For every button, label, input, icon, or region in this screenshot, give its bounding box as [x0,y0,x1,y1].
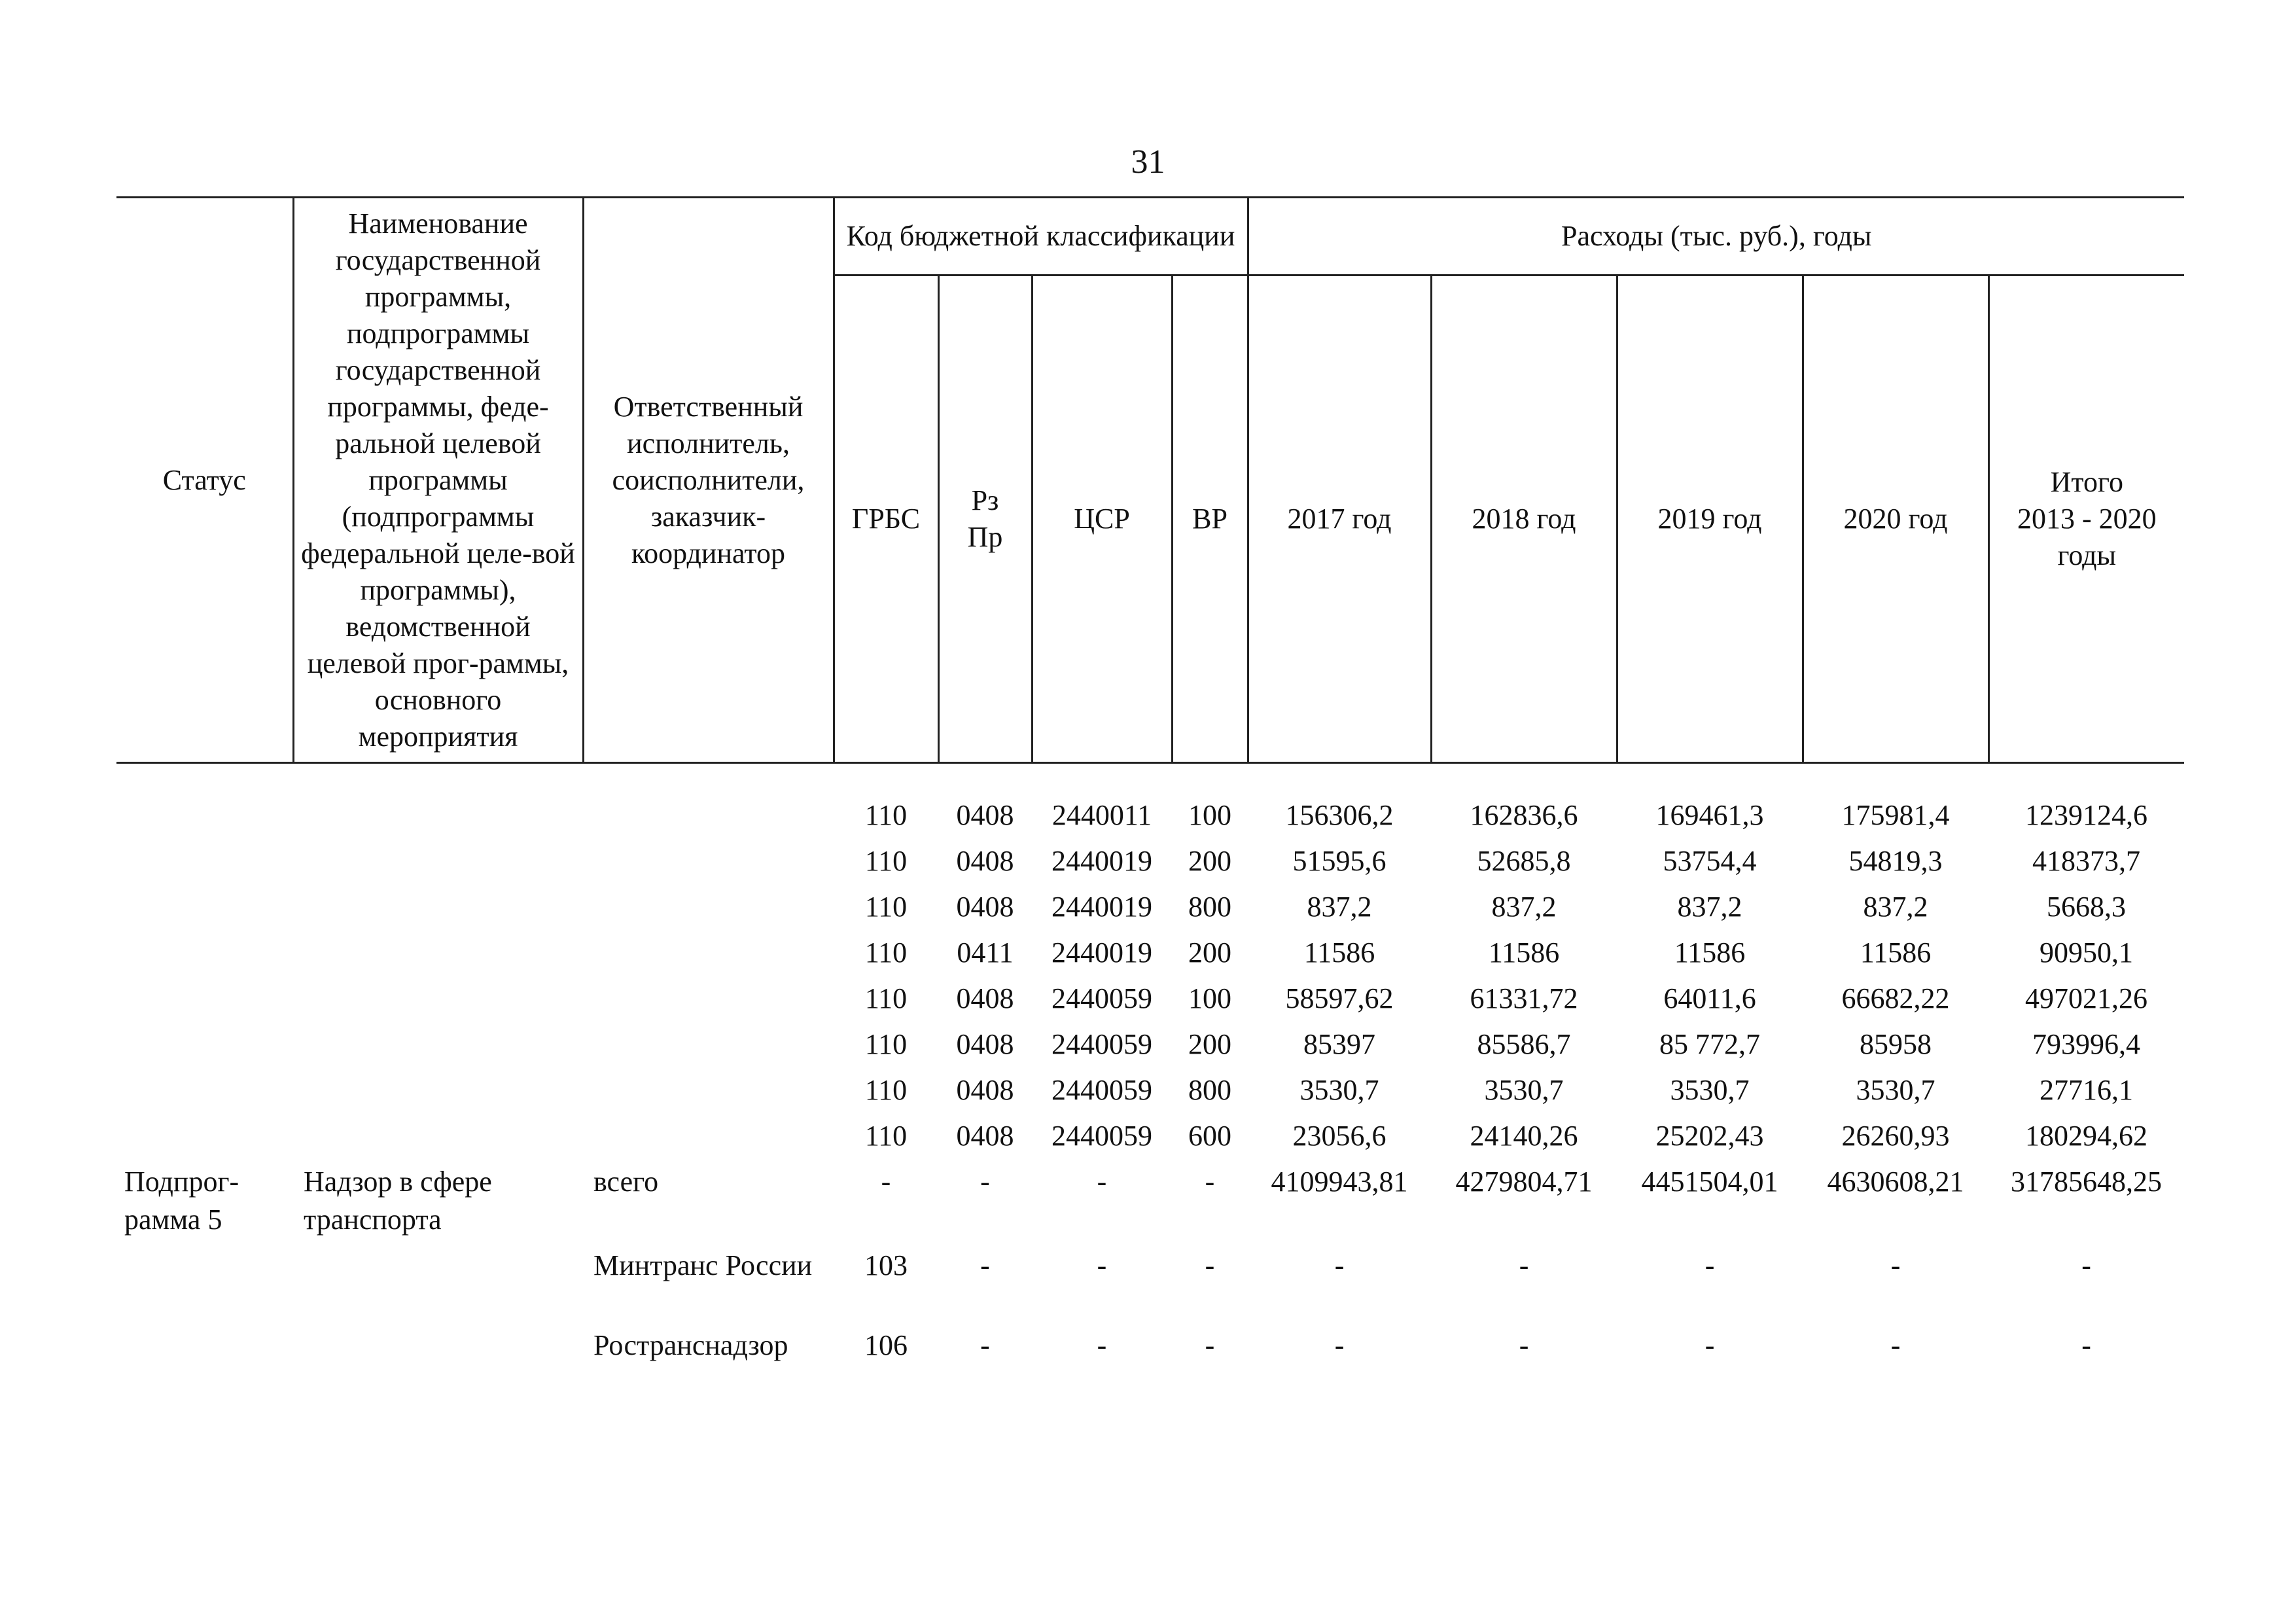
executor-name: Ространснадзор [593,1329,788,1361]
cell-total: 90950,1 [2040,936,2134,969]
cell-csr: 2440019 [1051,936,1152,969]
table-row [116,842,2184,888]
header-status: Статус [116,198,293,763]
cell-vr: 800 [1188,1074,1231,1106]
cell-y2018: - [1519,1329,1529,1361]
header-year-2019: 2019 год [1617,276,1803,763]
header-year-2018: 2018 год [1431,276,1617,763]
cell-rzpr: 0411 [957,936,1014,969]
cell-total: 418373,7 [2032,845,2141,877]
cell-y2017: 837,2 [1307,891,1372,923]
cell-vr: 100 [1188,799,1231,831]
cell-vr: 200 [1188,1028,1231,1060]
cell-rzpr: - [980,1249,990,1281]
cell-y2018: 4279804,71 [1455,1166,1593,1198]
header-csr: ЦСР [1032,276,1172,763]
cell-y2020: 4630608,21 [1827,1166,1964,1198]
cell-grbs: 110 [864,799,908,831]
cell-csr: 2440059 [1051,1120,1152,1152]
cell-y2020: 26260,93 [1841,1120,1950,1152]
table-row [116,1117,2184,1163]
cell-csr: 2440059 [1051,1028,1152,1060]
cell-y2017: 85397 [1303,1028,1376,1060]
cell-total: 793996,4 [2032,1028,2141,1060]
executor-row [116,1327,2184,1372]
cell-vr: 800 [1188,891,1231,923]
cell-y2017: 156306,2 [1285,799,1394,831]
cell-grbs: 103 [864,1249,908,1281]
cell-total: - [2081,1249,2091,1281]
cell-y2019: 3530,7 [1670,1074,1750,1106]
cell-grbs: 110 [864,1028,908,1060]
cell-y2018: 11586 [1488,936,1560,969]
cell-y2017: 11586 [1303,936,1375,969]
cell-y2019: 11586 [1674,936,1746,969]
header-budget-code-group: Код бюджетной классификации [834,198,1248,276]
cell-vr: - [1205,1166,1215,1198]
cell-csr: 2440019 [1051,845,1152,877]
cell-y2017: 3530,7 [1299,1074,1379,1106]
header-year-2020: 2020 год [1803,276,1988,763]
cell-rzpr: 0408 [956,891,1014,923]
header-vr: ВР [1172,276,1248,763]
cell-vr: 600 [1188,1120,1231,1152]
subprogram-executor: всего [593,1166,659,1198]
cell-y2020: 837,2 [1863,891,1928,923]
cell-y2018: 85586,7 [1477,1028,1571,1060]
header-program-name: Наименование государственной программы, подпрограммы государственной программы, феде-ральной целевой программы (подпрограммы федеральной целе-вой программы), ведомственной целевой прог-раммы, основного мероприятия [293,198,583,763]
cell-grbs: - [881,1166,891,1198]
cell-total: 27716,1 [2040,1074,2134,1106]
cell-csr: 2440011 [1051,799,1152,831]
cell-y2017: 23056,6 [1292,1120,1386,1152]
cell-y2020: 3530,7 [1856,1074,1935,1106]
table-row [116,1026,2184,1071]
cell-y2019: 64011,6 [1663,982,1756,1014]
cell-total: 31785648,25 [2011,1166,2163,1198]
cell-rzpr: - [980,1329,990,1361]
cell-csr: 2440019 [1051,891,1152,923]
cell-grbs: 106 [864,1329,908,1361]
header-total-line3: годы [2057,539,2117,571]
cell-total: - [2081,1329,2091,1361]
cell-rzpr: 0408 [956,1028,1014,1060]
cell-y2017: 51595,6 [1292,845,1386,877]
header-total-line2: 2013 - 2020 [2017,503,2157,535]
cell-y2020: 85958 [1860,1028,1932,1060]
cell-csr: - [1097,1249,1107,1281]
cell-y2018: 162836,6 [1470,799,1578,831]
cell-y2017: 58597,62 [1285,982,1394,1014]
table-row [116,888,2184,934]
cell-total: 180294,62 [2025,1120,2148,1152]
table-header [116,198,2184,763]
cell-total: 5668,3 [2047,891,2127,923]
cell-y2019: 25202,43 [1655,1120,1764,1152]
cell-y2017: - [1334,1249,1345,1281]
cell-rzpr: - [980,1166,990,1198]
cell-y2017: 4109943,81 [1271,1166,1408,1198]
cell-y2019: 169461,3 [1655,799,1764,831]
cell-y2018: - [1519,1249,1529,1281]
table-row [116,1071,2184,1117]
table-body [116,763,2184,1373]
cell-y2020: 175981,4 [1841,799,1950,831]
cell-csr: - [1097,1329,1107,1361]
header-expenses-group: Расходы (тыс. руб.), годы [1248,198,2184,276]
table-row [116,980,2184,1026]
cell-grbs: 110 [864,982,908,1014]
cell-rzpr: 0408 [956,982,1014,1014]
cell-y2020: 54819,3 [1848,845,1943,877]
header-pr: Пр [967,521,1003,553]
header-year-2017: 2017 год [1248,276,1431,763]
cell-y2019: 4451504,01 [1641,1166,1778,1198]
cell-y2020: - [1890,1249,1901,1281]
table-row [116,934,2184,980]
cell-total: 497021,26 [2025,982,2148,1014]
cell-y2018: 52685,8 [1477,845,1571,877]
header-total-line1: Итого [2050,466,2123,498]
cell-y2018: 24140,26 [1470,1120,1578,1152]
cell-grbs: 110 [864,845,908,877]
header-total [1988,276,2184,763]
header-rz: Рз [971,484,999,516]
cell-grbs: 110 [864,1120,908,1152]
cell-y2020: 66682,22 [1841,982,1950,1014]
budget-table [116,196,2184,1372]
cell-grbs: 110 [864,1074,908,1106]
cell-y2018: 3530,7 [1484,1074,1564,1106]
cell-vr: - [1205,1329,1215,1361]
cell-y2019: 837,2 [1677,891,1742,923]
subprogram-name: Надзор в сфере транспорта [304,1166,492,1236]
cell-y2020: 11586 [1860,936,1932,969]
cell-vr: 200 [1188,845,1231,877]
cell-csr: 2440059 [1051,982,1152,1014]
cell-rzpr: 0408 [956,1074,1014,1106]
executor-row [116,1247,2184,1327]
header-grbs: ГРБС [834,276,938,763]
page-number: 31 [1131,143,1165,181]
cell-vr: - [1205,1249,1215,1281]
cell-vr: 200 [1188,936,1231,969]
cell-rzpr: 0408 [956,1120,1014,1152]
cell-rzpr: 0408 [956,799,1014,831]
cell-y2017: - [1334,1329,1345,1361]
cell-vr: 100 [1188,982,1231,1014]
executor-name: Минтранс России [593,1249,813,1281]
cell-y2019: - [1704,1329,1715,1361]
subprogram-status: Подпрог-рамма 5 [124,1166,239,1236]
cell-csr: - [1097,1166,1107,1198]
header-rz-pr [938,276,1032,763]
cell-y2019: - [1704,1249,1715,1281]
cell-y2018: 61331,72 [1470,982,1578,1014]
cell-y2019: 53754,4 [1663,845,1757,877]
cell-grbs: 110 [864,936,908,969]
cell-y2018: 837,2 [1491,891,1557,923]
cell-total: 1239124,6 [2025,799,2148,831]
cell-csr: 2440059 [1051,1074,1152,1106]
subprogram-row [116,1163,2184,1247]
cell-grbs: 110 [864,891,908,923]
cell-y2020: - [1890,1329,1901,1361]
cell-y2019: 85 772,7 [1659,1028,1761,1060]
header-executor: Ответственный исполнитель, соисполнители, заказчик-координатор [583,198,834,763]
cell-rzpr: 0408 [956,845,1014,877]
table-row [116,796,2184,842]
